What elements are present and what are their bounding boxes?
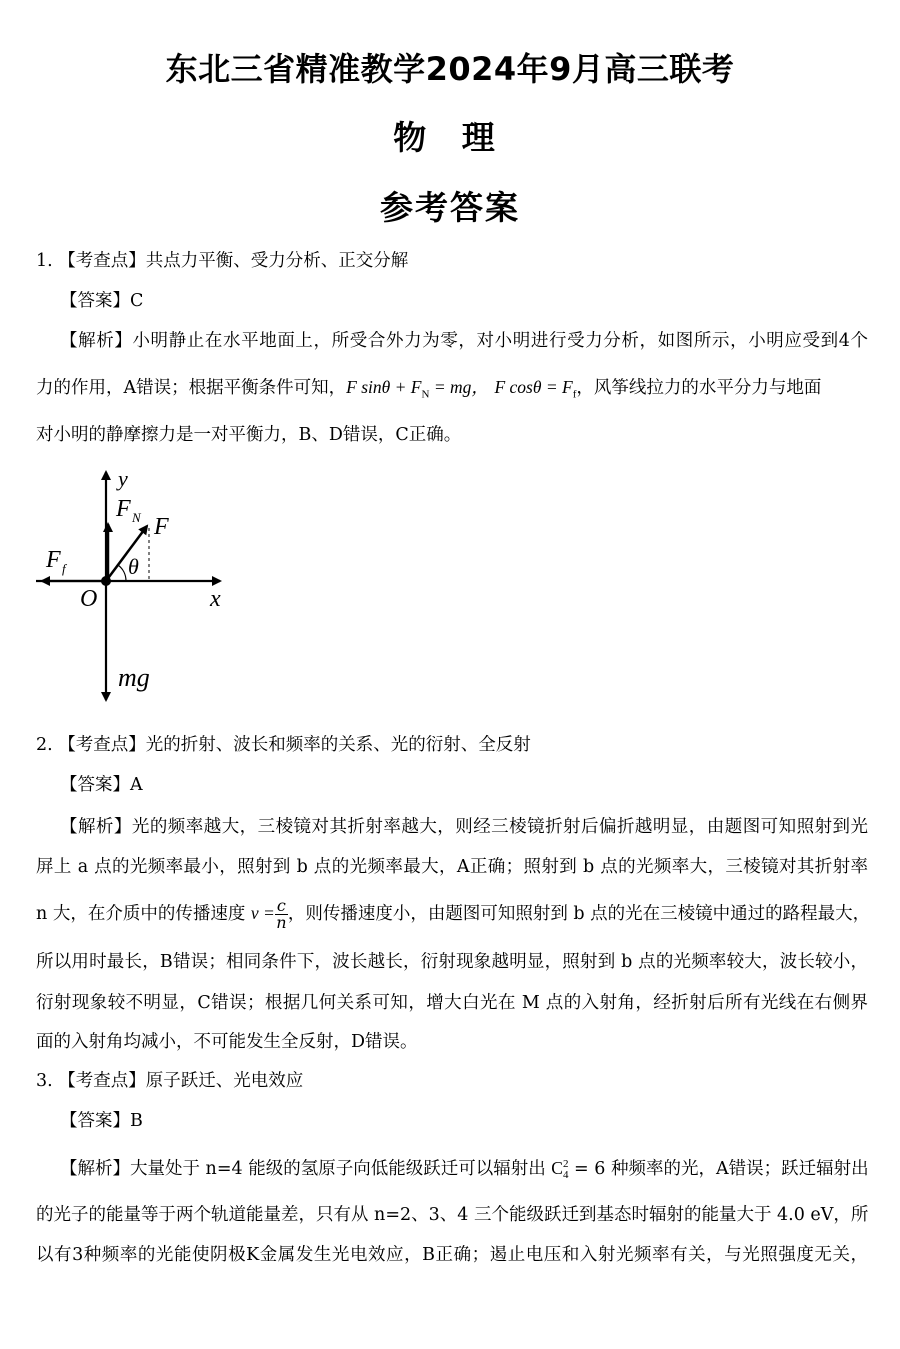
q3-analysis-line2: 的光子的能量等于两个轨道能量差，只有从 n=2、3、4 三个能级跃迁到基态时辐射的能量大于 4.0 eV，所 <box>36 1205 869 1225</box>
subject-title: 物 理 <box>393 118 507 157</box>
origin-label: O <box>80 586 98 612</box>
tension-arrow <box>106 526 147 581</box>
q1-topic: 1. 【考查点】共点力平衡、受力分析、正交分解 <box>36 251 409 271</box>
q1-analysis-line3: 对小明的静摩擦力是一对平衡力，B、D错误，C正确。 <box>36 425 462 445</box>
velocity-formula: v = <box>250 903 275 923</box>
q2-analysis-line3 <box>36 896 871 932</box>
mg-label: mg <box>118 663 150 692</box>
origin-point <box>101 576 111 586</box>
q1-answer: 【答案】C <box>60 291 144 311</box>
exam-title: 东北三省精准教学2024年9月高三联考 <box>165 50 735 88</box>
q1-text-2: ，风筝线拉力的水平分力与地面 <box>576 378 822 398</box>
equation-1: F $\sin\theta + F_N$ = mg， <box>346 377 489 401</box>
q1-analysis-line2 <box>36 375 868 407</box>
ff-sub: f <box>62 561 66 576</box>
y-label: y <box>118 466 128 491</box>
q2-analysis-line4: 所以用时最长，B错误；相同条件下，波长越长，衍射现象越明显，照射到 b 点的光频率较大，波长较小， <box>36 952 868 972</box>
q2-analysis-line5: 衍射现象较不明显，C错误；根据几何关系可知，增大白光在 M 点的入射角，经折射后所有光线在右侧界 <box>36 993 868 1013</box>
equation-2: F $\cos\theta = F_f$ <box>494 377 577 401</box>
q2-text-2: ，则传播速度小，由题图可知照射到 b 点的光在三棱镜中通过的路程最大， <box>287 904 871 924</box>
q3-analysis-line1 <box>60 1156 868 1181</box>
fn-label: F <box>116 496 131 522</box>
q3-text-2: = 6 种频率的光，A错误；跃迁辐射出 <box>568 1159 869 1179</box>
q3-text: 【解析】大量处于 n=4 能级的氢原子向低能级跃迁可以辐射出 <box>60 1159 552 1179</box>
q1-analysis-line1: 【解析】小明静止在水平地面上，所受合外力为零，对小明进行受力分析，如图所示，小明应受到4个 <box>60 331 868 351</box>
combination-formula: C 2 4 <box>551 1157 569 1181</box>
q3-analysis-line3: 以有3种频率的光能使阴极K金属发生光电效应，B正确；遏止电压和入射光频率有关，与光照强度无关， <box>36 1245 868 1265</box>
q2-text: n 大，在介质中的传播速度 <box>36 904 251 924</box>
force-diagram <box>34 466 234 706</box>
fn-sub: N <box>132 510 141 525</box>
angle-arc <box>118 565 126 581</box>
f-label: F <box>154 514 169 540</box>
velocity-fraction: $\frac{c}{n}$ <box>276 896 287 932</box>
q2-answer: 【答案】A <box>60 775 143 795</box>
q2-analysis-line1: 【解析】光的频率越大，三棱镜对其折射率越大，则经三棱镜折射后偏折越明显，由题图可知照射到光 <box>60 817 868 837</box>
q3-answer: 【答案】B <box>60 1111 143 1131</box>
answer-key-title: 参考答案 <box>380 188 520 227</box>
q2-analysis-line6: 面的入射角均减小，不可能发生全反射，D错误。 <box>36 1032 418 1052</box>
q2-analysis-line2: 屏上 a 点的光频率最小，照射到 b 点的光频率最大，A正确；照射到 b 点的光频率大，三棱镜对其折射率 <box>36 857 868 877</box>
theta-label: θ <box>128 554 139 579</box>
x-label: x <box>210 586 221 612</box>
q1-text: 力的作用，A错误；根据平衡条件可知， <box>36 378 347 398</box>
ff-label: F <box>46 547 61 573</box>
q2-topic: 2. 【考查点】光的折射、波长和频率的关系、光的衍射、全反射 <box>36 735 531 755</box>
q3-topic: 3. 【考查点】原子跃迁、光电效应 <box>36 1071 304 1091</box>
